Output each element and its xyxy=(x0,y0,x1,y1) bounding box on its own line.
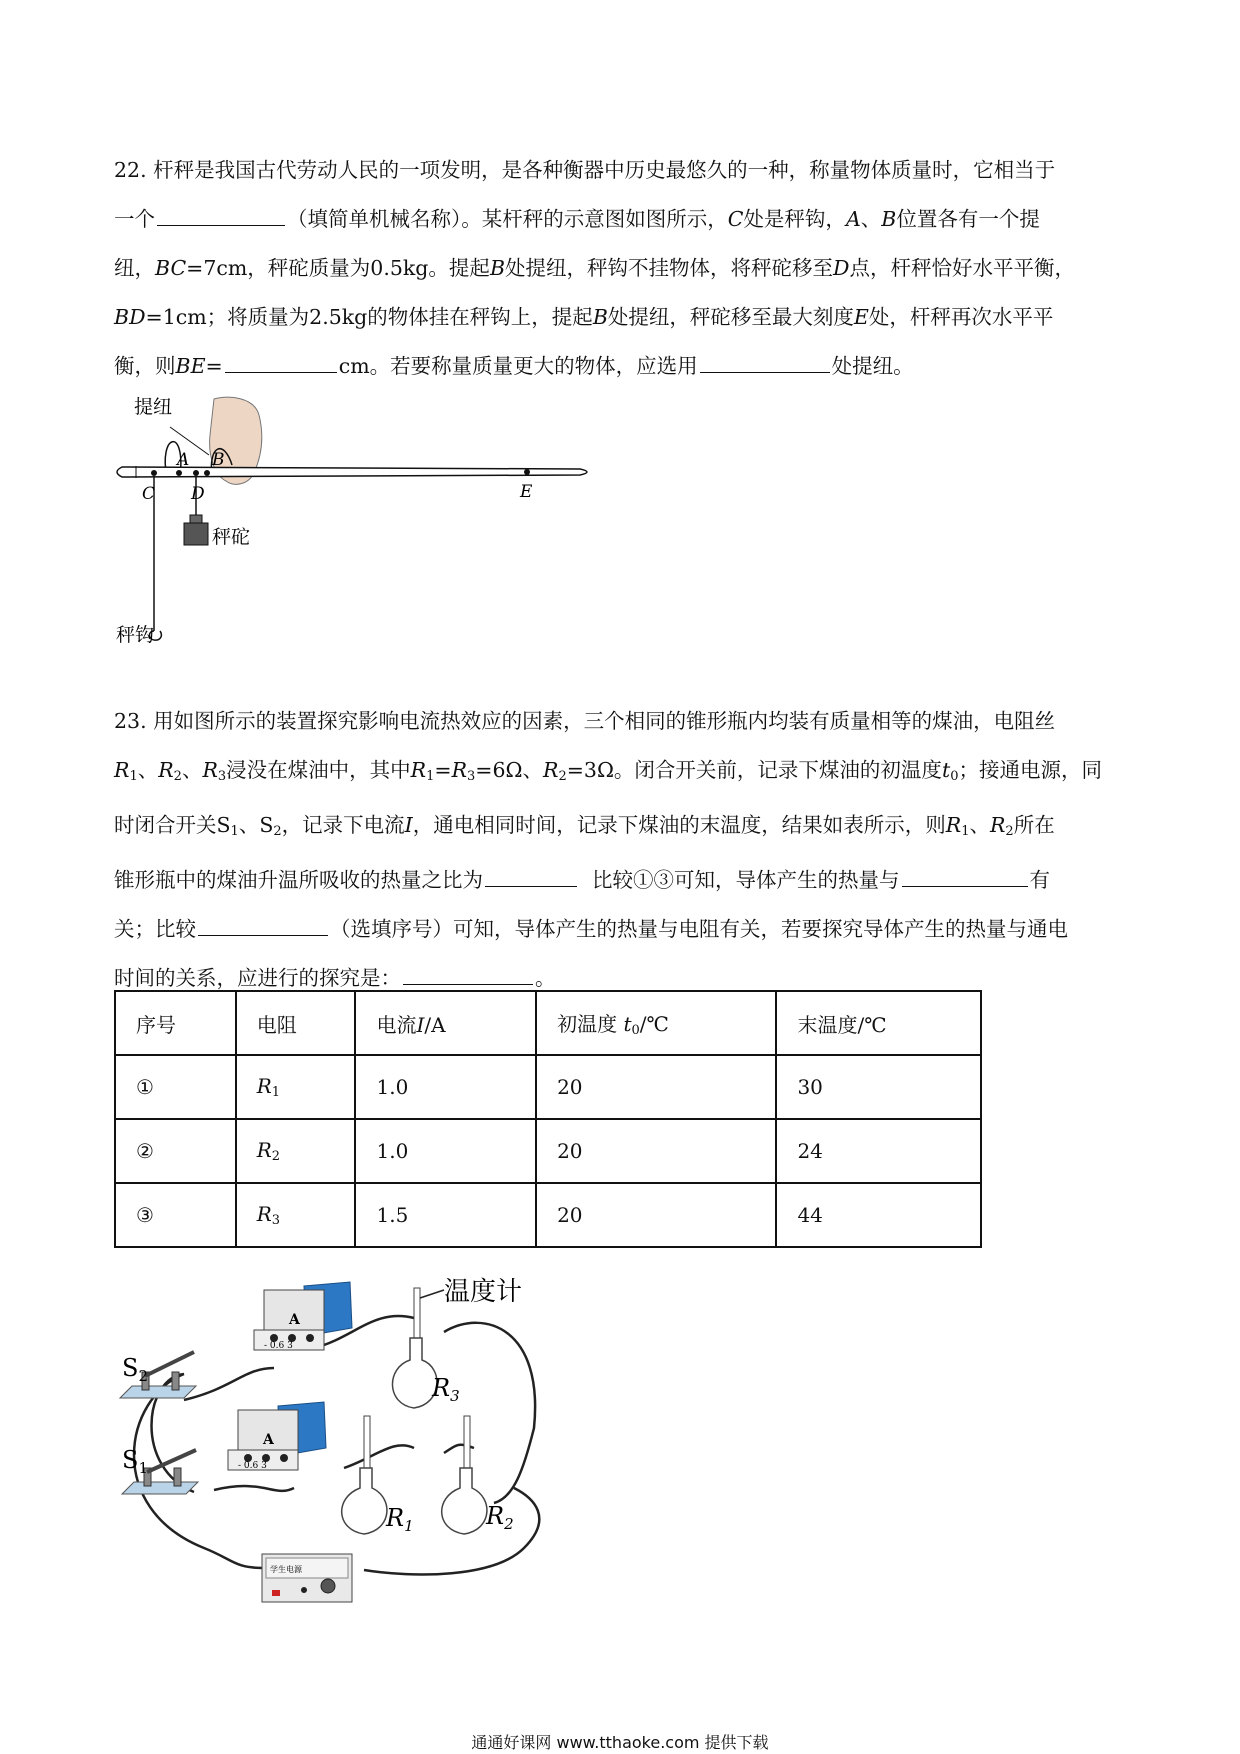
var-R: R xyxy=(945,813,962,837)
q23-text: 锥形瓶中的煤油升温所吸收的热量之比为 xyxy=(114,868,483,892)
q23-text: 、S xyxy=(238,813,274,837)
var-R: R xyxy=(543,758,559,782)
q23-text: ；接通电源，同 xyxy=(958,758,1102,782)
header-init-temp-text: 初温度 xyxy=(557,1012,618,1036)
label-thermometer: 温度计 xyxy=(444,1277,523,1307)
header-final-temp: 末温度/℃ xyxy=(776,991,981,1055)
cell-final-temp: 30 xyxy=(776,1055,981,1119)
label-R3-text: R xyxy=(432,1374,451,1402)
answer-blank-tiniu[interactable] xyxy=(700,350,830,373)
q22-text: 点，杆秤恰好水平平衡， xyxy=(849,256,1075,280)
var-R: R xyxy=(256,1074,272,1098)
cell-final-temp: 24 xyxy=(776,1119,981,1183)
q22-text: =1cm；将质量为2.5kg的物体挂在秤钩上，提起 xyxy=(145,305,593,329)
q23-text: 23. 用如图所示的装置探究影响电流热效应的因素，三个相同的锥形瓶内均装有质量相等的煤油，电阻丝 xyxy=(114,709,1056,733)
q22-line-4 xyxy=(114,293,1124,342)
header-resistor: 电阻 xyxy=(236,991,356,1055)
label-B: B xyxy=(212,450,225,470)
q23-text: 、 xyxy=(181,758,203,782)
var-BD: BD xyxy=(114,305,146,329)
label-E: E xyxy=(520,482,533,502)
label-R3-sub: 3 xyxy=(450,1387,460,1405)
sub-1: 1 xyxy=(129,769,138,784)
q23-line-2 xyxy=(114,746,1124,801)
q23-line-3 xyxy=(114,801,1124,856)
flask-R3 xyxy=(392,1288,436,1408)
q23-text: 。 xyxy=(535,966,556,990)
var-I: I xyxy=(416,1012,425,1037)
sub-2: 2 xyxy=(558,769,567,784)
header-current xyxy=(355,991,536,1055)
var-R: R xyxy=(256,1202,272,1226)
label-R2-text: R xyxy=(486,1502,505,1530)
point-E xyxy=(524,469,530,475)
cell-no: ① xyxy=(115,1055,236,1119)
cell-init-temp: 20 xyxy=(536,1119,776,1183)
label-R2 xyxy=(485,1502,514,1533)
q23-text: （选填序号）可知，导体产生的热量与电阻有关，若要探究导体产生的热量与通电 xyxy=(330,917,1068,941)
label-S1-sub: 1 xyxy=(138,1459,148,1477)
var-t: t xyxy=(623,1012,632,1036)
sub-2: 2 xyxy=(273,824,282,839)
question-22 xyxy=(114,146,1124,391)
sub-0: 0 xyxy=(631,1023,640,1038)
power-supply xyxy=(262,1554,352,1602)
q22-line-2 xyxy=(114,195,1124,244)
label-chenggou: 秤钩 xyxy=(116,624,155,645)
steelyard-diagram xyxy=(114,395,594,645)
thermometer-pointer xyxy=(420,1290,444,1298)
label-R1-text: R xyxy=(386,1504,405,1532)
point-B xyxy=(204,470,210,476)
q22-text: 处提纽。 xyxy=(831,354,914,378)
q23-text: 有 xyxy=(1029,868,1051,892)
q22-text: cm。若要称量质量更大的物体，应选用 xyxy=(338,354,698,378)
q23-text: ，记录下电流 xyxy=(281,813,405,837)
cell-resistor xyxy=(236,1183,356,1247)
q22-text: 位置各有一个提 xyxy=(896,207,1040,231)
answer-blank-time[interactable] xyxy=(403,962,533,985)
header-no: 序号 xyxy=(115,991,236,1055)
cell-current: 1.0 xyxy=(355,1119,536,1183)
flask-R2 xyxy=(442,1416,487,1534)
sub-2: 2 xyxy=(1005,824,1014,839)
q22-line-5 xyxy=(114,342,1124,391)
label-S2-sub: 2 xyxy=(138,1367,148,1385)
var-D: D xyxy=(833,256,850,280)
cell-resistor xyxy=(236,1119,356,1183)
label-S1-text: S xyxy=(122,1446,139,1474)
var-R: R xyxy=(158,758,174,782)
q22-text: 、 xyxy=(860,207,882,231)
var-R: R xyxy=(114,758,130,782)
q22-line-1 xyxy=(114,146,1124,195)
answer-blank-ratio[interactable] xyxy=(485,864,577,887)
var-t: t xyxy=(941,758,951,782)
cell-resistor xyxy=(236,1055,356,1119)
page-footer: 通通好课网 www.tthaoke.com 提供下载 xyxy=(471,1733,769,1752)
point-D xyxy=(193,470,199,476)
var-C: C xyxy=(727,207,744,231)
label-R2-sub: 2 xyxy=(504,1515,514,1533)
sub-1: 1 xyxy=(230,824,239,839)
sub: 3 xyxy=(271,1213,281,1228)
cell-current: 1.0 xyxy=(355,1055,536,1119)
var-R: R xyxy=(451,758,467,782)
q23-text: 时闭合开关S xyxy=(114,813,231,837)
cell-init-temp: 20 xyxy=(536,1183,776,1247)
q23-text: ，通电相同时间，记录下煤油的末温度，结果如表所示，则 xyxy=(412,813,946,837)
label-D: D xyxy=(191,484,205,504)
answer-blank-machine[interactable] xyxy=(157,203,285,226)
var-B: B xyxy=(489,256,506,280)
answer-blank-factor[interactable] xyxy=(902,864,1028,887)
q22-text: = xyxy=(205,354,223,378)
q23-text: 、 xyxy=(137,758,159,782)
point-C xyxy=(151,470,157,476)
sub: 2 xyxy=(271,1149,281,1164)
table-row xyxy=(115,1055,981,1119)
var-BE: BE xyxy=(175,354,206,378)
var-R: R xyxy=(410,758,427,782)
ammeter-bottom xyxy=(228,1402,326,1470)
tiniu-pointer-line xyxy=(170,427,209,455)
q23-text: 所在 xyxy=(1013,813,1055,837)
cell-no: ③ xyxy=(115,1183,236,1247)
cell-current: 1.5 xyxy=(355,1183,536,1247)
q23-line-1 xyxy=(114,697,1124,746)
label-R1-sub: 1 xyxy=(404,1517,414,1535)
var-BC: BC xyxy=(155,256,187,280)
cell-no: ② xyxy=(115,1119,236,1183)
label-ammeter-top: A xyxy=(289,1312,300,1328)
sub-0: 0 xyxy=(950,769,959,784)
q22-text: 衡，则 xyxy=(114,354,176,378)
sub: 1 xyxy=(271,1085,281,1100)
sub-1: 1 xyxy=(426,769,435,784)
sub-3: 3 xyxy=(217,769,227,784)
label-S2 xyxy=(122,1354,148,1385)
flask-R1 xyxy=(342,1416,387,1534)
q22-text: （填简单机械名称）。某杆秤的示意图如图所示， xyxy=(287,207,728,231)
table-header-row xyxy=(115,991,981,1055)
q23-line-5 xyxy=(114,905,1124,954)
answer-blank-compare[interactable] xyxy=(198,913,328,936)
q22-text: 处提纽，秤钩不挂物体，将秤砣移至 xyxy=(505,256,834,280)
label-ammeter-bottom: A xyxy=(263,1432,274,1448)
q22-text: 处是秤钩， xyxy=(743,207,846,231)
var-E: E xyxy=(853,305,869,329)
q23-text: =6Ω、 xyxy=(475,758,543,782)
label-S1 xyxy=(122,1446,148,1477)
sub-1: 1 xyxy=(961,824,970,839)
wires xyxy=(134,1316,539,1575)
header-init-temp xyxy=(536,991,776,1055)
experiment-table xyxy=(114,990,982,1248)
label-C: C xyxy=(142,484,156,504)
sub-3: 3 xyxy=(467,769,476,784)
label-chengtuo: 秤砣 xyxy=(212,526,251,548)
label-A: A xyxy=(177,450,190,470)
label-tiniu: 提纽 xyxy=(134,396,173,418)
q22-text: 纽， xyxy=(114,256,155,280)
var-I: I xyxy=(404,813,413,837)
cell-init-temp: 20 xyxy=(536,1055,776,1119)
q22-text: 一个 xyxy=(114,207,155,231)
q23-text: 关；比较 xyxy=(114,917,196,941)
weight-body xyxy=(184,523,208,545)
var-B: B xyxy=(592,305,608,329)
label-R1 xyxy=(385,1504,414,1535)
label-ammeter-scale-bottom: - 0.6 3 xyxy=(238,1461,267,1471)
label-ammeter-scale-top: - 0.6 3 xyxy=(264,1341,293,1351)
q23-text: 浸没在煤油中，其中 xyxy=(226,758,411,782)
q22-line-3 xyxy=(114,244,1124,293)
answer-blank-BE[interactable] xyxy=(225,350,337,373)
q23-text: 比较①③可知，导体产生的热量与 xyxy=(592,868,900,892)
var-R: R xyxy=(989,813,1006,837)
table-row xyxy=(115,1119,981,1183)
q22-text: =7cm，秤砣质量为0.5kg。提起 xyxy=(186,256,490,280)
q22-text: 22. 杆秤是我国古代劳动人民的一项发明，是各种衡器中历史最悠久的一种，称量物体质量时，它相当于 xyxy=(114,158,1056,182)
var-B: B xyxy=(881,207,897,231)
point-A xyxy=(176,470,182,476)
q23-text: 、 xyxy=(969,813,990,837)
unit-A: /A xyxy=(424,1012,446,1037)
circuit-diagram xyxy=(114,1268,614,1608)
label-power-supply: 学生电源 xyxy=(270,1565,302,1574)
q22-text: 处，杆秤再次水平平 xyxy=(868,305,1054,329)
label-R3 xyxy=(431,1374,460,1405)
q23-text: = xyxy=(434,758,452,782)
unit-celsius: /℃ xyxy=(639,1012,669,1036)
q23-text: 时间的关系，应进行的探究是： xyxy=(114,966,401,990)
q23-line-4 xyxy=(114,856,1124,905)
question-23 xyxy=(114,697,1124,1003)
q22-text: 处提纽，秤砣移至最大刻度 xyxy=(607,305,854,329)
weight-top xyxy=(190,515,202,523)
var-R: R xyxy=(256,1138,272,1162)
q23-text: =3Ω。闭合开关前，记录下煤油的初温度 xyxy=(566,758,942,782)
sub-2: 2 xyxy=(173,769,182,784)
cell-final-temp: 44 xyxy=(776,1183,981,1247)
label-S2-text: S xyxy=(122,1354,139,1382)
table-row xyxy=(115,1183,981,1247)
var-A: A xyxy=(845,207,861,231)
var-R: R xyxy=(202,758,218,782)
header-current-text: 电流 xyxy=(376,1012,417,1037)
